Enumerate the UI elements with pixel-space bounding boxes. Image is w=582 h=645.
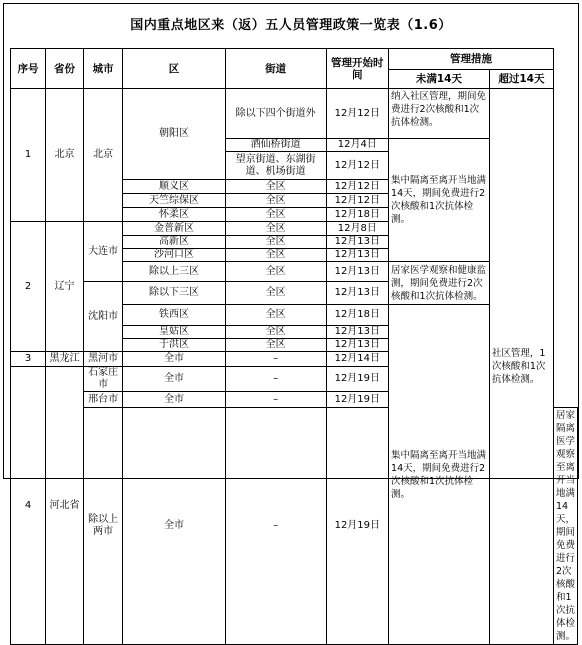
header-seq: 序号 [11,49,46,89]
street-cell: 全区 [225,282,326,305]
street-cell: 望京街道、东湖街道、机场街道 [225,152,326,180]
city-cell: 石家庄市 [83,367,122,392]
start-date-cell: 12月8日 [326,222,388,236]
district-cell: 除以上三区 [123,262,225,282]
page-title: 国内重点地区来（返）五人员管理政策一览表（1.6） [130,18,452,33]
seq-cell: 2 [11,222,46,352]
start-date-cell: 12月13日 [326,262,388,282]
district-cell: 全市 [123,392,225,408]
start-date-cell: 12月19日 [326,408,388,645]
city-cell: 黑河市 [83,352,122,367]
district-cell: 于洪区 [123,339,225,352]
street-cell: 全区 [225,249,326,262]
city-cell: 沈阳市 [83,282,122,352]
measure-cell: 纳入社区管理，期间免费进行2次核酸和1次抗体检测。 [389,89,490,139]
street-cell: 全区 [225,305,326,326]
district-cell: 金普新区 [123,222,225,236]
district-cell: 全市 [123,408,225,645]
start-date-cell: 12月18日 [326,208,388,222]
start-date-cell: 12月12日 [326,152,388,180]
start-date-cell: 12月13日 [326,236,388,249]
start-date-cell: 12月18日 [326,305,388,326]
district-cell: 天竺综保区 [123,194,225,208]
province-cell: 辽宁 [46,222,84,352]
measure-cell: 集中隔离至离开当地满14天，期间免费进行2次核酸和1次抗体检测。 [389,305,490,645]
district-cell: 沙河口区 [123,249,225,262]
district-cell: 怀柔区 [123,208,225,222]
province-cell: 黑龙江 [46,352,84,367]
start-date-cell: 12月13日 [326,339,388,352]
street-cell: – [225,367,326,392]
district-cell: 全市 [123,352,225,367]
header-district: 区 [123,49,225,89]
header-city: 城市 [83,49,122,89]
city-cell: 邢台市 [83,392,122,408]
header-under-14-days: 未满14天 [389,70,490,89]
measure-cell: 居家隔离医学观察至离开当地满14天，期间免费进行2次核酸和1次抗体检测。 [554,408,578,645]
start-date-cell: 12月13日 [326,249,388,262]
seq-cell: 1 [11,89,46,222]
header-province: 省份 [46,49,84,89]
street-cell: 全区 [225,222,326,236]
street-cell: – [225,408,326,645]
district-cell: 顺义区 [123,180,225,194]
seq-cell: 3 [11,352,46,367]
start-date-cell: 12月19日 [326,392,388,408]
over-14-measure-cell: 社区管理，1次核酸和1次抗体检测。 [489,89,553,645]
district-cell: 皇姑区 [123,326,225,339]
street-cell: 全区 [225,326,326,339]
start-date-cell: 12月4日 [326,139,388,152]
district-cell: 全市 [123,367,225,392]
city-cell: 除以上两市 [83,408,122,645]
policy-table [10,48,578,645]
street-cell: 全区 [225,339,326,352]
province-cell: 河北省 [46,367,84,645]
measure-cell: 集中隔离至离开当地满14天，期间免费进行2次核酸和1次抗体检测。 [389,139,490,262]
street-cell: – [225,392,326,408]
seq-cell: 4 [11,367,46,645]
street-cell: 全区 [225,180,326,194]
document-frame [3,3,579,642]
header-start-time: 管理开始时间 [326,49,388,89]
street-cell: 全区 [225,194,326,208]
start-date-cell: 12月12日 [326,180,388,194]
district-cell: 朝阳区 [123,89,225,180]
street-cell: 除以下四个街道外 [225,89,326,139]
start-date-cell: 12月12日 [326,89,388,139]
start-date-cell: 12月13日 [326,326,388,339]
street-cell: 全区 [225,236,326,249]
header-measures: 管理措施 [389,49,554,70]
start-date-cell: 12月19日 [326,367,388,392]
district-cell: 铁西区 [123,305,225,326]
header-over-14-days: 超过14天 [489,70,553,89]
street-cell: 全区 [225,208,326,222]
district-cell: 除以下三区 [123,282,225,305]
district-cell: 高新区 [123,236,225,249]
start-date-cell: 12月12日 [326,194,388,208]
street-cell: – [225,352,326,367]
table-row [11,89,578,139]
start-date-cell: 12月13日 [326,282,388,305]
measure-cell: 居家医学观察和健康监测，期间免费进行2次核酸和1次抗体检测。 [389,262,490,305]
street-cell: 酒仙桥街道 [225,139,326,152]
street-cell: 全区 [225,262,326,282]
header-street: 街道 [225,49,326,89]
city-cell: 大连市 [83,222,122,282]
start-date-cell: 12月14日 [326,352,388,367]
province-cell: 北京 [46,89,84,222]
city-cell: 北京 [83,89,122,222]
